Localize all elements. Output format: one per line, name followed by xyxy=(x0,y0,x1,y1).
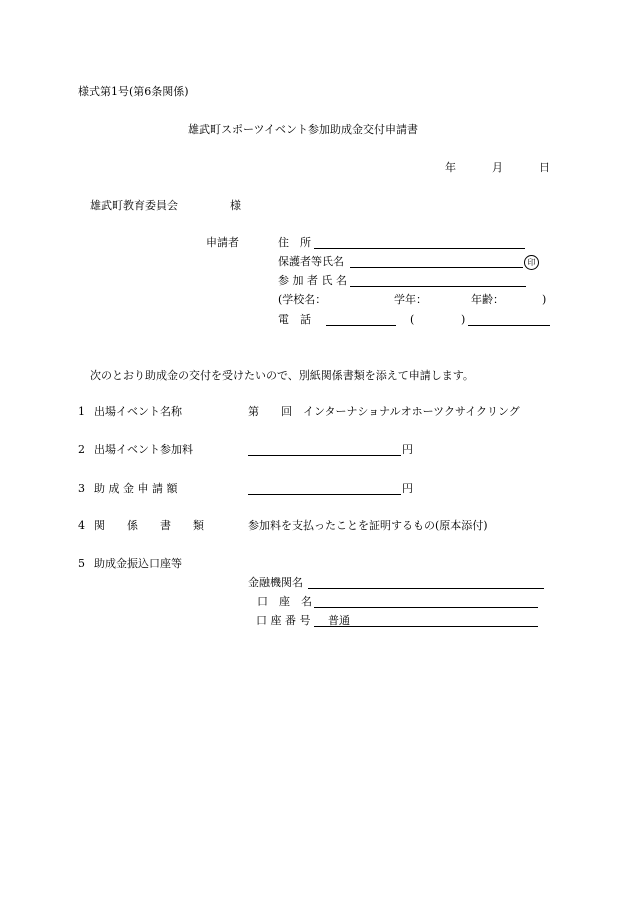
school-close-paren: ) xyxy=(542,293,547,306)
participant-name-line[interactable] xyxy=(350,286,526,287)
phone-number-line[interactable] xyxy=(468,325,550,326)
phone-area-line[interactable] xyxy=(326,325,396,326)
date-year-label: 年 xyxy=(445,161,456,174)
item4-label: 関 係 書 類 xyxy=(94,519,204,532)
phone-paren-open: ( xyxy=(410,313,415,326)
account-name-line[interactable] xyxy=(314,607,538,608)
document-title: 雄武町スポーツイベント参加助成金交付申請書 xyxy=(188,123,419,136)
addressee-honorific: 様 xyxy=(230,199,241,212)
item1-label: 出場イベント名称 xyxy=(94,405,182,418)
guardian-name-label: 保護者等氏名 xyxy=(278,255,344,268)
address-label: 住 所 xyxy=(278,236,311,249)
item2-label: 出場イベント参加料 xyxy=(94,443,193,456)
date-month-label: 月 xyxy=(492,161,503,174)
address-line[interactable] xyxy=(314,248,525,249)
account-number-label: 口 座 番 号 xyxy=(256,614,311,627)
account-number-line[interactable] xyxy=(314,626,538,627)
bank-name-label: 金融機関名 xyxy=(248,576,303,589)
item2-amount-line[interactable] xyxy=(248,455,401,456)
bank-name-line[interactable] xyxy=(308,588,544,589)
item3-unit: 円 xyxy=(402,482,413,495)
applicant-label: 申請者 xyxy=(206,236,239,249)
addressee-name: 雄武町教育委員会 xyxy=(90,199,178,212)
item3-number: 3 xyxy=(78,482,85,495)
grade-label: 学年： xyxy=(394,293,427,306)
item3-amount-line[interactable] xyxy=(248,494,401,495)
item1-value: 第 回 インターナショナルオホーツクサイクリング xyxy=(248,405,520,418)
item4-number: 4 xyxy=(78,519,85,532)
phone-label: 電 話 xyxy=(278,313,311,326)
intro-text: 次のとおり助成金の交付を受けたいので、別紙関係書類を添えて申請します。 xyxy=(90,369,474,382)
age-label: 年齢： xyxy=(471,293,504,306)
item4-value: 参加料を支払ったことを証明するもの(原本添付) xyxy=(248,519,488,532)
form-number: 様式第1号(第6条関係) xyxy=(78,85,189,98)
item3-label: 助 成 金 申 請 額 xyxy=(94,482,178,495)
item1-number: 1 xyxy=(78,405,85,418)
seal-mark: 印 xyxy=(524,255,539,270)
item2-unit: 円 xyxy=(402,443,413,456)
phone-paren-close: ) xyxy=(461,313,466,326)
account-name-label: 口 座 名 xyxy=(257,595,312,608)
item5-label: 助成金振込口座等 xyxy=(94,557,182,570)
item2-number: 2 xyxy=(78,443,85,456)
participant-name-label: 参 加 者 氏 名 xyxy=(278,274,347,287)
account-type: 普通 xyxy=(328,614,350,627)
school-name-label: (学校名： xyxy=(278,293,327,306)
guardian-name-line[interactable] xyxy=(350,267,523,268)
date-day-label: 日 xyxy=(539,161,550,174)
item5-number: 5 xyxy=(78,557,85,570)
